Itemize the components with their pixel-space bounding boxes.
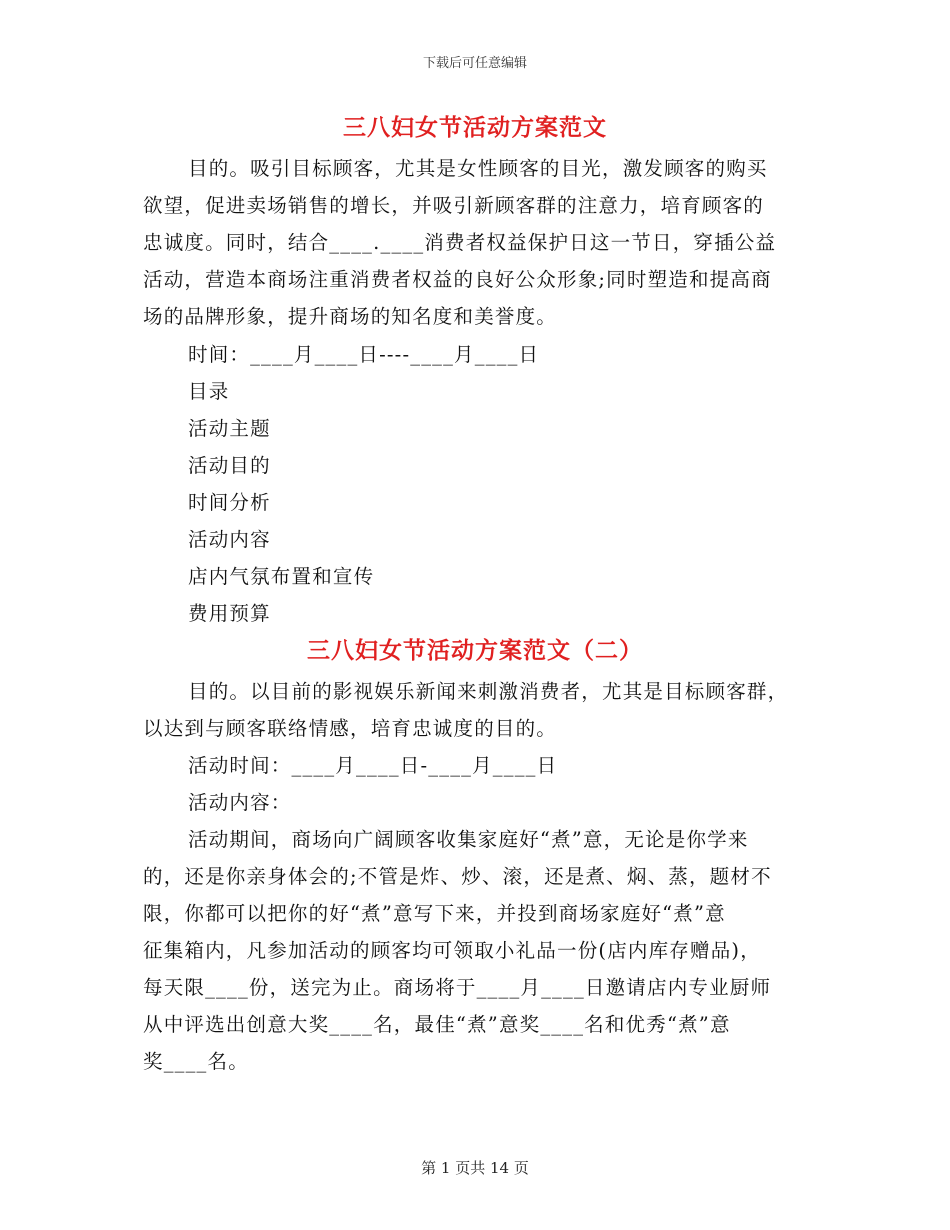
section2-paragraph [143,673,808,1080]
toc-item: 费用预算 [188,602,271,625]
page-footer: 第 1 页共 14 页 [421,1159,529,1177]
section2-title: 三八妇女节活动方案范文（二） [307,638,643,664]
time-line: 活动时间：____月____日-____月____日 [188,754,558,777]
toc-item: 店内气氛布置和宣传 [188,565,375,588]
paragraph-line: 活动期间，商场向广阔顾客收集家庭好“煮”意，无论是你学来 [188,828,749,851]
paragraph-line: 目的。吸引目标顾客，尤其是女性顾客的目光，激发顾客的购买 [188,157,768,180]
paragraph-line: 忠诚度。同时，结合____.____消费者权益保护日这一节日，穿插公益 [143,231,777,254]
paragraph-line: 每天限____份，送完为止。商场将于____月____日邀请店内专业厨师 [143,976,772,999]
paragraph-line: 活动，营造本商场注重消费者权益的良好公众形象;同时塑造和提高商 [143,268,772,291]
toc-item: 活动目的 [188,454,271,477]
toc-item: 活动内容 [188,528,271,551]
paragraph-line: 的，还是你亲身体会的;不管是炸、炒、滚，还是煮、焖、蒸，题材不 [143,865,772,888]
content-label: 活动内容： [188,791,292,814]
section1-paragraph [143,150,808,335]
toc-item: 时间分析 [188,491,271,514]
paragraph-line: 目的。以目前的影视娱乐新闻来刺激消费者，尤其是目标顾客群， [188,680,789,703]
paragraph-line: 场的品牌形象，提升商场的知名度和美誉度。 [143,305,558,328]
paragraph-line: 欲望，促进卖场销售的增长，并吸引新顾客群的注意力，培育顾客的 [143,194,765,217]
section1-title: 三八妇女节活动方案范文 [343,115,607,141]
page-header: 下载后可任意编辑 [422,56,527,71]
paragraph-line: 奖____名。 [143,1050,249,1073]
section1-list [188,336,539,632]
paragraph-line: 征集箱内，凡参加活动的顾客均可领取小礼品一份(店内库存赠品)， [143,939,761,962]
paragraph-line: 限，你都可以把你的好“煮”意写下来，并投到商场家庭好“煮”意 [143,902,726,925]
paragraph-line: 从中评选出创意大奖____名，最佳“煮”意奖____名和优秀“煮”意 [143,1013,731,1036]
toc-item: 活动主题 [188,417,271,440]
toc-item: 目录 [188,380,230,403]
time-line: 时间：____月____日----____月____日 [188,343,540,366]
paragraph-line: 以达到与顾客联络情感，培育忠诚度的目的。 [143,717,558,740]
